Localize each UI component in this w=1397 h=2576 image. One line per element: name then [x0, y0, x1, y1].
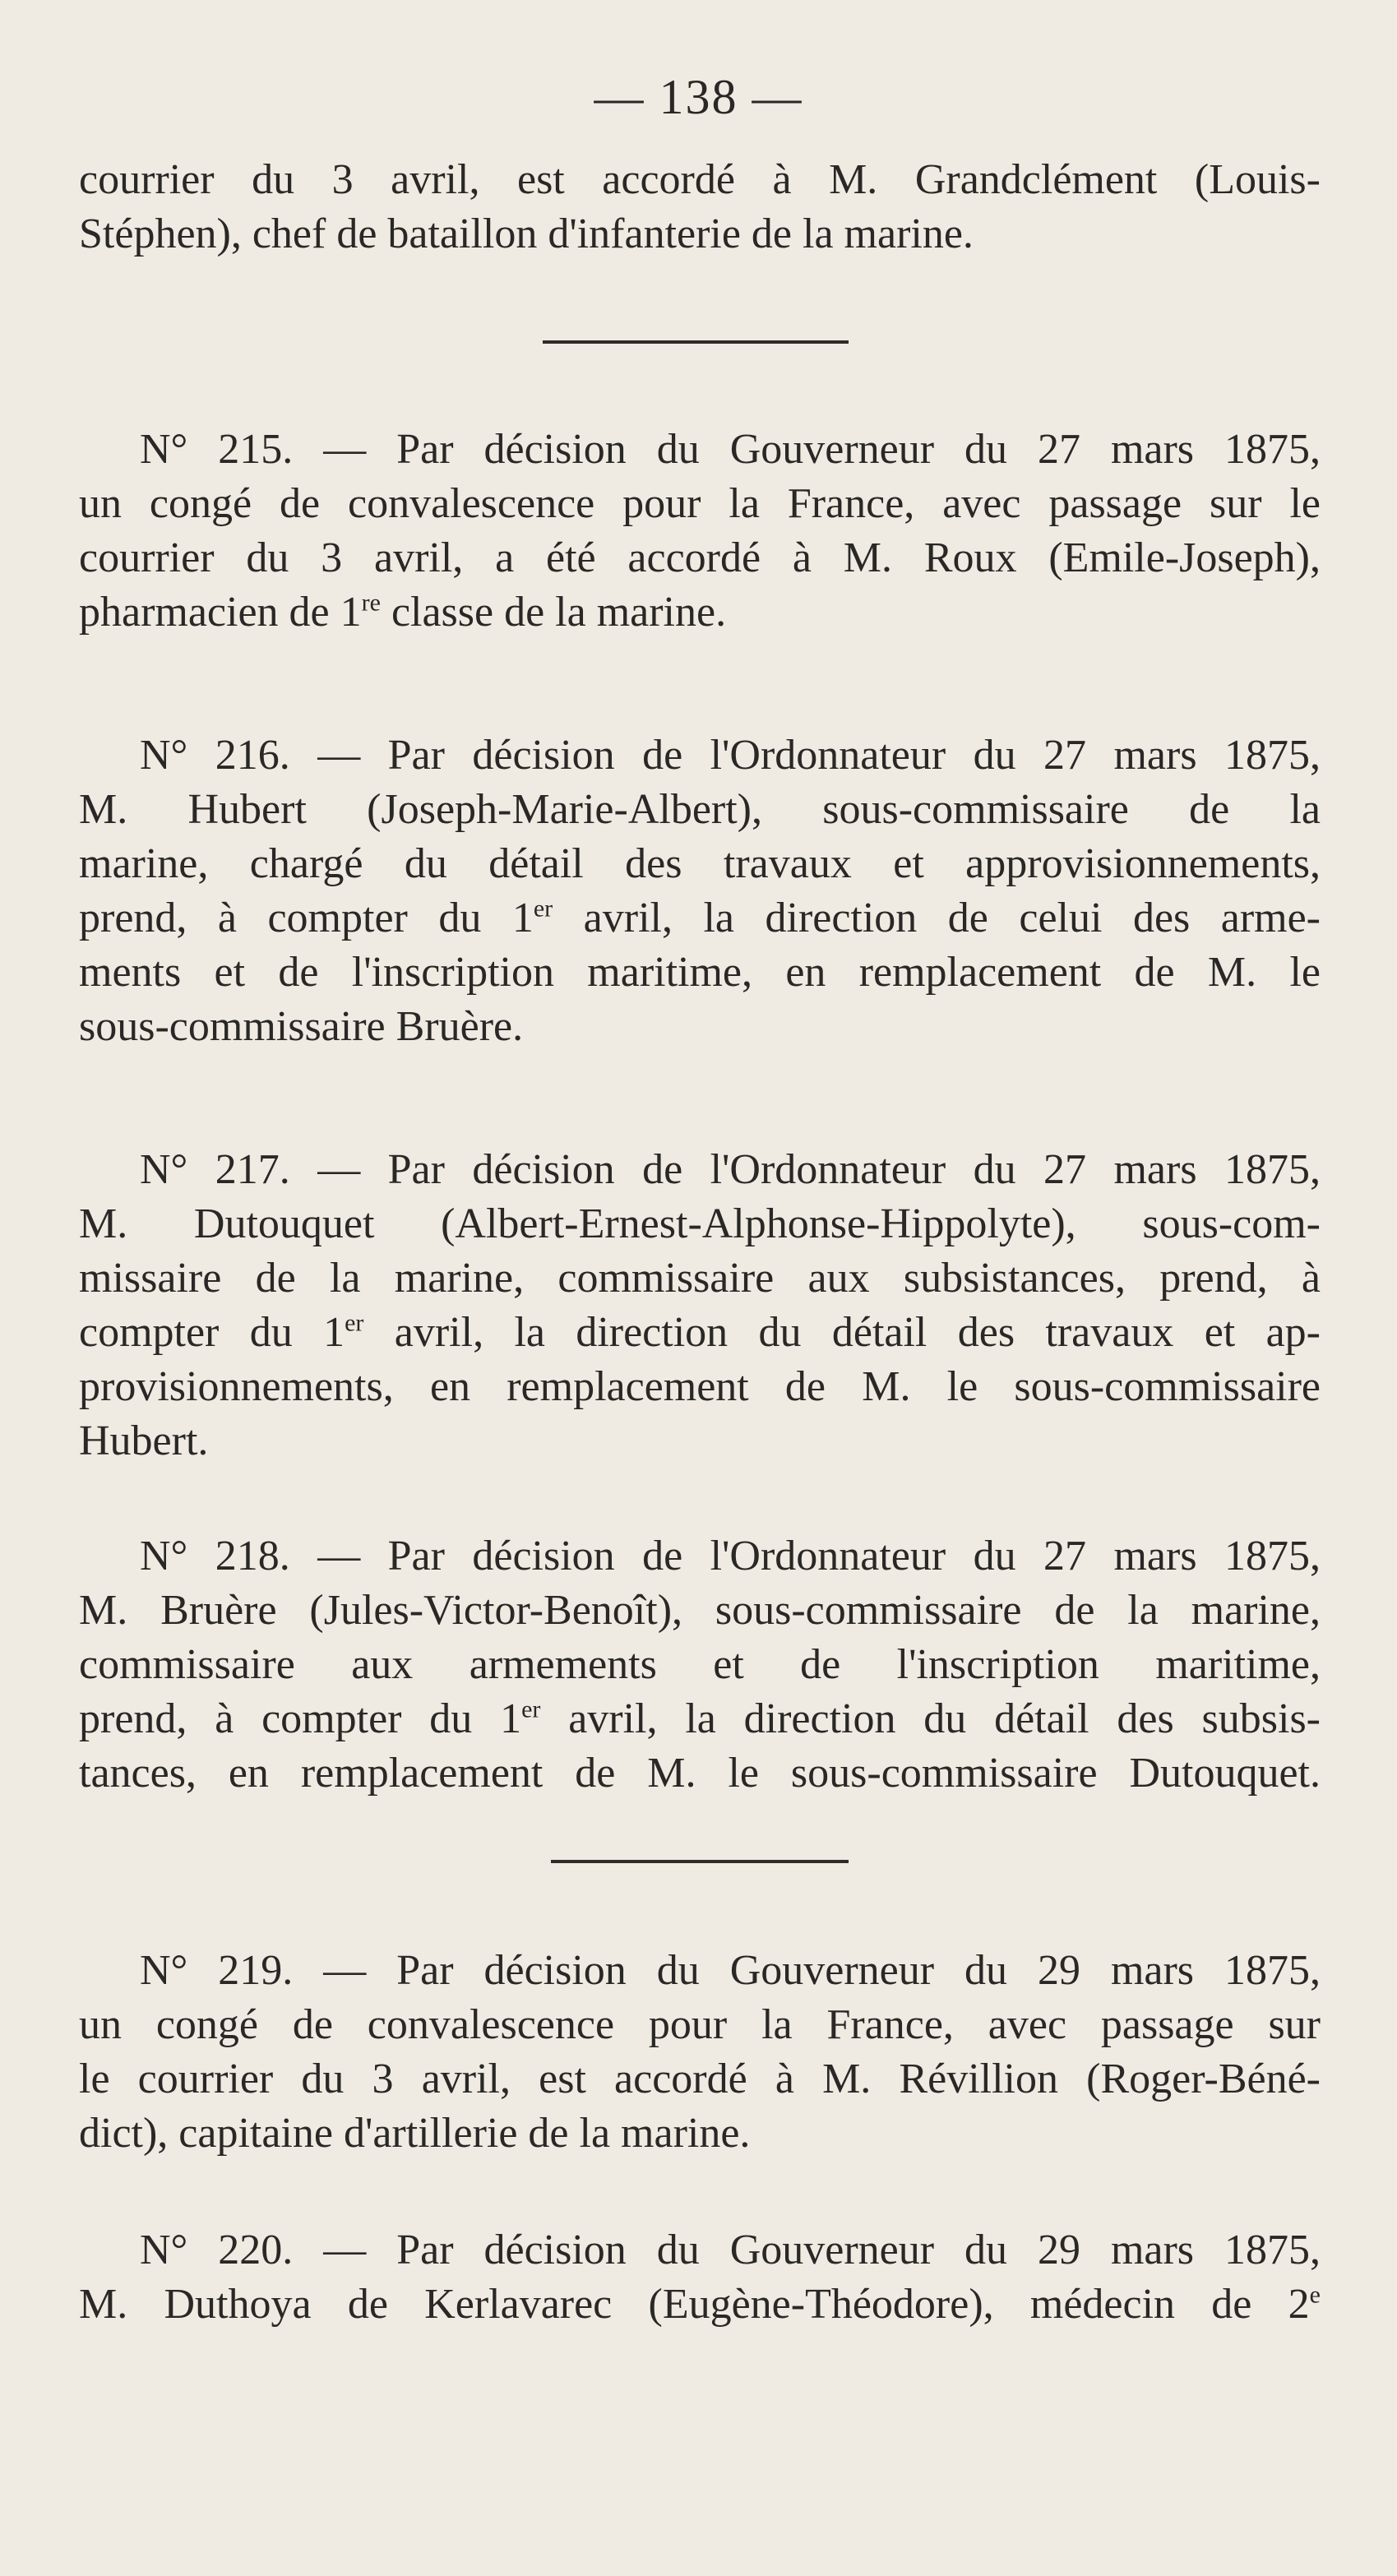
text-line: un congé de convalescence pour la France, avec passage sur: [79, 2001, 1321, 2048]
text-line: M. Bruère (Jules-Victor-Benoît), sous-commissaire de la marine,: [79, 1587, 1321, 1634]
entry-heading-line: N° 217. — Par décision de l'Ordonnateur du 27 mars 1875,: [140, 1146, 1321, 1193]
page-number: — 138 —: [594, 70, 803, 124]
text-line: sous-commissaire Bruère.: [79, 1003, 524, 1050]
entry-heading-line: N° 218. — Par décision de l'Ordonnateur du 27 mars 1875,: [140, 1533, 1321, 1579]
entry-heading-line: N° 220. — Par décision du Gouverneur du 29 mars 1875,: [140, 2227, 1321, 2273]
text-line: provisionnements, en remplacement de M. le sous-commissaire: [79, 1363, 1321, 1410]
text-line: courrier du 3 avril, a été accordé à M. Roux (Emile-Joseph),: [79, 534, 1321, 581]
text-line: prend, à compter du 1er avril, la direction de celui des arme-: [79, 895, 1321, 941]
text-line: commissaire aux armements et de l'inscription maritime,: [79, 1641, 1321, 1688]
text-line: M. Duthoya de Kerlavarec (Eugène-Théodore), médecin de 2e: [79, 2281, 1321, 2328]
text-line: tances, en remplacement de M. le sous-commissaire Dutouquet.: [79, 1750, 1321, 1797]
text-line: marine, chargé du détail des travaux et approvisionnements,: [79, 840, 1321, 887]
text-line: pharmacien de 1re classe de la marine.: [79, 589, 727, 636]
text-line: un congé de convalescence pour la France, avec passage sur le: [79, 480, 1321, 527]
section-separator: [551, 1860, 849, 1863]
entry-heading-line: N° 216. — Par décision de l'Ordonnateur du 27 mars 1875,: [140, 732, 1321, 779]
text-line: le courrier du 3 avril, est accordé à M. Révillion (Roger-Béné-: [79, 2056, 1321, 2102]
text-line: M. Hubert (Joseph-Marie-Albert), sous-commissaire de la: [79, 786, 1321, 833]
text-line: prend, à compter du 1er avril, la direction du détail des subsis-: [79, 1695, 1321, 1742]
section-separator: [543, 340, 849, 344]
text-line: ments et de l'inscription maritime, en remplacement de M. le: [79, 949, 1321, 996]
text-line: M. Dutouquet (Albert-Ernest-Alphonse-Hippolyte), sous-com-: [79, 1200, 1321, 1247]
text-line: missaire de la marine, commissaire aux subsistances, prend, à: [79, 1255, 1321, 1302]
text-line: Hubert.: [79, 1417, 209, 1464]
text-line: dict), capitaine d'artillerie de la marine.: [79, 2110, 751, 2157]
entry-heading-line: N° 219. — Par décision du Gouverneur du 29 mars 1875,: [140, 1947, 1321, 1994]
text-line: courrier du 3 avril, est accordé à M. Grandclément (Louis-: [79, 156, 1321, 203]
entry-heading-line: N° 215. — Par décision du Gouverneur du 27 mars 1875,: [140, 426, 1321, 473]
text-line: compter du 1er avril, la direction du détail des travaux et ap-: [79, 1309, 1321, 1356]
text-line: Stéphen), chef de bataillon d'infanterie de la marine.: [79, 210, 974, 257]
